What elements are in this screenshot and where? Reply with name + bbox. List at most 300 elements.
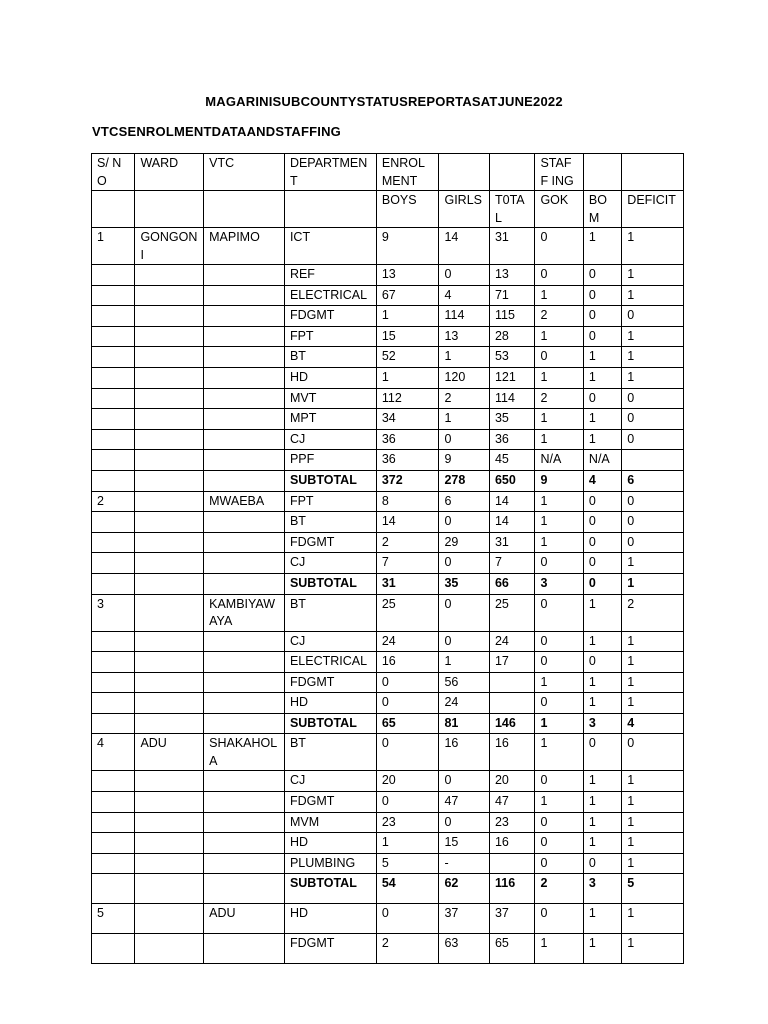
- cell-girls: GIRLS: [439, 191, 490, 228]
- cell-deficit: 1: [622, 553, 684, 574]
- cell-bom: 1: [583, 347, 621, 368]
- cell-total: 16: [489, 734, 534, 771]
- cell-total: [489, 672, 534, 693]
- cell-deficit: 1: [622, 853, 684, 874]
- table-row: [92, 553, 684, 574]
- cell-total: 20: [489, 771, 534, 792]
- cell-deficit: [622, 154, 684, 191]
- cell-sno: [92, 285, 135, 306]
- cell-vtc: [204, 326, 285, 347]
- cell-boys: 2: [376, 532, 439, 553]
- cell-department: BT: [284, 594, 376, 631]
- cell-total: 115: [489, 306, 534, 327]
- cell-ward: WARD: [135, 154, 204, 191]
- cell-bom: 1: [583, 934, 621, 964]
- cell-bom: 0: [583, 306, 621, 327]
- cell-boys: 112: [376, 388, 439, 409]
- cell-ward: GONGON I: [135, 228, 204, 265]
- cell-girls: 47: [439, 792, 490, 813]
- cell-ward: [135, 573, 204, 594]
- cell-sno: [92, 672, 135, 693]
- cell-gok: 0: [535, 904, 583, 934]
- cell-ward: [135, 450, 204, 471]
- cell-sno: [92, 631, 135, 652]
- cell-vtc: [204, 874, 285, 904]
- cell-department: SUBTOTAL: [284, 573, 376, 594]
- cell-deficit: 1: [622, 573, 684, 594]
- cell-department: FPT: [284, 491, 376, 512]
- cell-bom: N/A: [583, 450, 621, 471]
- header-row: [92, 154, 684, 191]
- cell-ward: [135, 470, 204, 491]
- cell-department: CJ: [284, 553, 376, 574]
- cell-girls: 0: [439, 771, 490, 792]
- cell-ward: ADU: [135, 734, 204, 771]
- cell-girls: 0: [439, 265, 490, 286]
- table-row: [92, 904, 684, 934]
- cell-deficit: [622, 450, 684, 471]
- cell-sno: [92, 771, 135, 792]
- cell-vtc: [204, 470, 285, 491]
- cell-bom: 0: [583, 265, 621, 286]
- cell-deficit: 1: [622, 367, 684, 388]
- cell-boys: 0: [376, 693, 439, 714]
- cell-department: FPT: [284, 326, 376, 347]
- table-row: [92, 532, 684, 553]
- cell-department: HD: [284, 693, 376, 714]
- cell-bom: [583, 154, 621, 191]
- cell-vtc: VTC: [204, 154, 285, 191]
- cell-girls: 278: [439, 470, 490, 491]
- cell-ward: [135, 812, 204, 833]
- cell-deficit: 1: [622, 347, 684, 368]
- cell-deficit: DEFICIT: [622, 191, 684, 228]
- cell-department: REF: [284, 265, 376, 286]
- cell-department: PPF: [284, 450, 376, 471]
- cell-girls: 0: [439, 512, 490, 533]
- cell-gok: 0: [535, 853, 583, 874]
- cell-boys: 20: [376, 771, 439, 792]
- cell-ward: [135, 631, 204, 652]
- table-row: [92, 512, 684, 533]
- cell-girls: 0: [439, 429, 490, 450]
- cell-sno: [92, 833, 135, 854]
- cell-bom: 1: [583, 228, 621, 265]
- cell-girls: 13: [439, 326, 490, 347]
- cell-total: 31: [489, 228, 534, 265]
- cell-deficit: 2: [622, 594, 684, 631]
- cell-gok: 0: [535, 265, 583, 286]
- cell-girls: 15: [439, 833, 490, 854]
- cell-sno: [92, 191, 135, 228]
- cell-ward: [135, 347, 204, 368]
- cell-sno: [92, 693, 135, 714]
- cell-gok: GOK: [535, 191, 583, 228]
- cell-boys: 0: [376, 904, 439, 934]
- cell-sno: [92, 874, 135, 904]
- cell-deficit: 0: [622, 409, 684, 430]
- cell-department: FDGMT: [284, 672, 376, 693]
- cell-deficit: 4: [622, 713, 684, 734]
- cell-sno: 2: [92, 491, 135, 512]
- cell-total: 28: [489, 326, 534, 347]
- cell-ward: [135, 306, 204, 327]
- cell-vtc: [204, 934, 285, 964]
- cell-gok: 1: [535, 734, 583, 771]
- cell-department: SUBTOTAL: [284, 713, 376, 734]
- table-row: [92, 326, 684, 347]
- cell-ward: [135, 285, 204, 306]
- cell-ward: [135, 326, 204, 347]
- cell-vtc: ADU: [204, 904, 285, 934]
- cell-department: CJ: [284, 631, 376, 652]
- cell-ward: [135, 191, 204, 228]
- table-row: [92, 450, 684, 471]
- table-row: [92, 347, 684, 368]
- cell-deficit: 1: [622, 934, 684, 964]
- cell-vtc: [204, 367, 285, 388]
- cell-girls: 0: [439, 631, 490, 652]
- cell-bom: 3: [583, 713, 621, 734]
- cell-ward: [135, 553, 204, 574]
- cell-girls: 0: [439, 553, 490, 574]
- cell-total: 36: [489, 429, 534, 450]
- cell-boys: 16: [376, 652, 439, 673]
- cell-ward: [135, 532, 204, 553]
- cell-girls: 114: [439, 306, 490, 327]
- cell-boys: ENROL MENT: [376, 154, 439, 191]
- cell-deficit: 1: [622, 771, 684, 792]
- cell-total: 25: [489, 594, 534, 631]
- cell-sno: 1: [92, 228, 135, 265]
- cell-ward: [135, 388, 204, 409]
- cell-gok: 1: [535, 326, 583, 347]
- cell-boys: 0: [376, 792, 439, 813]
- cell-bom: 1: [583, 631, 621, 652]
- cell-gok: 0: [535, 833, 583, 854]
- cell-girls: 81: [439, 713, 490, 734]
- cell-total: [489, 853, 534, 874]
- table-row: [92, 631, 684, 652]
- cell-gok: 0: [535, 693, 583, 714]
- cell-deficit: 0: [622, 512, 684, 533]
- cell-gok: 0: [535, 631, 583, 652]
- cell-total: 16: [489, 833, 534, 854]
- cell-total: 17: [489, 652, 534, 673]
- cell-boys: 0: [376, 734, 439, 771]
- table-row: [92, 306, 684, 327]
- cell-bom: 0: [583, 491, 621, 512]
- cell-ward: [135, 429, 204, 450]
- cell-total: 650: [489, 470, 534, 491]
- cell-department: [284, 191, 376, 228]
- table-row: [92, 853, 684, 874]
- cell-bom: 1: [583, 367, 621, 388]
- cell-boys: 23: [376, 812, 439, 833]
- cell-vtc: [204, 409, 285, 430]
- subtotal-row: [92, 470, 684, 491]
- cell-girls: 2: [439, 388, 490, 409]
- table-row: [92, 833, 684, 854]
- cell-vtc: MAPIMO: [204, 228, 285, 265]
- cell-boys: 13: [376, 265, 439, 286]
- cell-total: 121: [489, 367, 534, 388]
- cell-sno: [92, 347, 135, 368]
- cell-deficit: 0: [622, 734, 684, 771]
- cell-boys: 8: [376, 491, 439, 512]
- section-heading: VTCSENROLMENTDATAANDSTAFFING: [92, 124, 341, 139]
- cell-girls: 6: [439, 491, 490, 512]
- cell-department: HD: [284, 367, 376, 388]
- cell-boys: 5: [376, 853, 439, 874]
- cell-girls: 16: [439, 734, 490, 771]
- cell-total: 13: [489, 265, 534, 286]
- cell-gok: 0: [535, 652, 583, 673]
- cell-gok: 2: [535, 874, 583, 904]
- cell-total: 66: [489, 573, 534, 594]
- cell-vtc: [204, 429, 285, 450]
- cell-ward: [135, 672, 204, 693]
- cell-vtc: [204, 693, 285, 714]
- cell-total: 116: [489, 874, 534, 904]
- subtotal-row: [92, 573, 684, 594]
- table-row: [92, 491, 684, 512]
- cell-boys: 52: [376, 347, 439, 368]
- cell-gok: 1: [535, 512, 583, 533]
- table-row: [92, 285, 684, 306]
- cell-total: 114: [489, 388, 534, 409]
- cell-department: SUBTOTAL: [284, 874, 376, 904]
- cell-vtc: [204, 713, 285, 734]
- cell-bom: 0: [583, 652, 621, 673]
- cell-total: 37: [489, 904, 534, 934]
- cell-girls: 29: [439, 532, 490, 553]
- cell-deficit: 1: [622, 672, 684, 693]
- cell-sno: [92, 450, 135, 471]
- cell-gok: 2: [535, 306, 583, 327]
- cell-gok: 1: [535, 934, 583, 964]
- cell-boys: 1: [376, 306, 439, 327]
- cell-vtc: [204, 833, 285, 854]
- cell-total: 65: [489, 934, 534, 964]
- cell-boys: 7: [376, 553, 439, 574]
- cell-deficit: 0: [622, 532, 684, 553]
- cell-bom: 1: [583, 693, 621, 714]
- cell-gok: 0: [535, 228, 583, 265]
- cell-boys: 36: [376, 450, 439, 471]
- cell-total: 14: [489, 491, 534, 512]
- cell-bom: 3: [583, 874, 621, 904]
- cell-department: BT: [284, 734, 376, 771]
- cell-vtc: [204, 631, 285, 652]
- cell-boys: 34: [376, 409, 439, 430]
- cell-bom: 1: [583, 429, 621, 450]
- cell-boys: 14: [376, 512, 439, 533]
- cell-deficit: 1: [622, 792, 684, 813]
- cell-girls: [439, 154, 490, 191]
- cell-vtc: [204, 652, 285, 673]
- cell-total: 7: [489, 553, 534, 574]
- cell-sno: S/ NO: [92, 154, 135, 191]
- cell-gok: 0: [535, 812, 583, 833]
- cell-department: BT: [284, 512, 376, 533]
- cell-vtc: [204, 265, 285, 286]
- cell-ward: [135, 833, 204, 854]
- table-row: [92, 429, 684, 450]
- cell-deficit: 0: [622, 491, 684, 512]
- cell-sno: 5: [92, 904, 135, 934]
- table-row: [92, 388, 684, 409]
- cell-girls: 4: [439, 285, 490, 306]
- cell-gok: 1: [535, 429, 583, 450]
- cell-department: FDGMT: [284, 934, 376, 964]
- cell-girls: 56: [439, 672, 490, 693]
- enrolment-staffing-table: [91, 153, 684, 964]
- table-row: [92, 409, 684, 430]
- cell-deficit: 1: [622, 812, 684, 833]
- cell-deficit: 1: [622, 228, 684, 265]
- cell-sno: [92, 812, 135, 833]
- cell-bom: 1: [583, 812, 621, 833]
- cell-total: 45: [489, 450, 534, 471]
- cell-total: 71: [489, 285, 534, 306]
- cell-deficit: 1: [622, 652, 684, 673]
- cell-sno: [92, 652, 135, 673]
- cell-total: T0TA L: [489, 191, 534, 228]
- cell-vtc: [204, 812, 285, 833]
- cell-gok: 1: [535, 409, 583, 430]
- table-body: [92, 154, 684, 964]
- cell-gok: 0: [535, 594, 583, 631]
- cell-department: ELECTRICAL: [284, 652, 376, 673]
- cell-sno: 4: [92, 734, 135, 771]
- cell-boys: 15: [376, 326, 439, 347]
- cell-deficit: 0: [622, 306, 684, 327]
- cell-bom: 1: [583, 409, 621, 430]
- cell-department: FDGMT: [284, 306, 376, 327]
- cell-boys: 2: [376, 934, 439, 964]
- cell-boys: 1: [376, 367, 439, 388]
- cell-boys: 9: [376, 228, 439, 265]
- cell-gok: 1: [535, 285, 583, 306]
- cell-vtc: [204, 285, 285, 306]
- table-row: [92, 672, 684, 693]
- cell-girls: 37: [439, 904, 490, 934]
- cell-ward: [135, 652, 204, 673]
- cell-vtc: [204, 306, 285, 327]
- cell-bom: 1: [583, 792, 621, 813]
- cell-vtc: [204, 450, 285, 471]
- cell-deficit: 0: [622, 429, 684, 450]
- cell-vtc: [204, 771, 285, 792]
- cell-ward: [135, 512, 204, 533]
- cell-deficit: 1: [622, 265, 684, 286]
- table-row: [92, 792, 684, 813]
- cell-sno: [92, 532, 135, 553]
- cell-bom: 0: [583, 512, 621, 533]
- cell-ward: [135, 771, 204, 792]
- cell-gok: N/A: [535, 450, 583, 471]
- cell-deficit: 1: [622, 285, 684, 306]
- table-row: [92, 771, 684, 792]
- cell-ward: [135, 409, 204, 430]
- cell-sno: [92, 326, 135, 347]
- cell-bom: 1: [583, 833, 621, 854]
- cell-boys: 24: [376, 631, 439, 652]
- cell-total: 23: [489, 812, 534, 833]
- cell-sno: [92, 429, 135, 450]
- cell-gok: 1: [535, 672, 583, 693]
- cell-vtc: [204, 191, 285, 228]
- cell-ward: [135, 594, 204, 631]
- cell-girls: 14: [439, 228, 490, 265]
- cell-bom: 0: [583, 553, 621, 574]
- cell-bom: 0: [583, 573, 621, 594]
- cell-total: 31: [489, 532, 534, 553]
- cell-sno: [92, 470, 135, 491]
- cell-girls: 35: [439, 573, 490, 594]
- cell-sno: [92, 713, 135, 734]
- cell-girls: 120: [439, 367, 490, 388]
- cell-department: FDGMT: [284, 792, 376, 813]
- cell-boys: 65: [376, 713, 439, 734]
- cell-vtc: [204, 388, 285, 409]
- cell-sno: 3: [92, 594, 135, 631]
- cell-girls: 1: [439, 652, 490, 673]
- subtotal-row: [92, 713, 684, 734]
- cell-boys: 1: [376, 833, 439, 854]
- cell-deficit: 1: [622, 904, 684, 934]
- cell-vtc: [204, 512, 285, 533]
- cell-sno: [92, 409, 135, 430]
- cell-deficit: 1: [622, 326, 684, 347]
- table-row: [92, 734, 684, 771]
- cell-department: BT: [284, 347, 376, 368]
- cell-department: MPT: [284, 409, 376, 430]
- cell-sno: [92, 853, 135, 874]
- cell-deficit: 1: [622, 693, 684, 714]
- cell-girls: 1: [439, 409, 490, 430]
- cell-ward: [135, 367, 204, 388]
- cell-bom: 1: [583, 594, 621, 631]
- table-row: [92, 652, 684, 673]
- cell-total: 146: [489, 713, 534, 734]
- cell-gok: STAFF ING: [535, 154, 583, 191]
- cell-boys: 54: [376, 874, 439, 904]
- cell-total: 14: [489, 512, 534, 533]
- cell-girls: 62: [439, 874, 490, 904]
- cell-ward: [135, 904, 204, 934]
- cell-girls: 63: [439, 934, 490, 964]
- cell-department: CJ: [284, 429, 376, 450]
- cell-girls: 0: [439, 594, 490, 631]
- cell-sno: [92, 573, 135, 594]
- cell-gok: 0: [535, 553, 583, 574]
- cell-boys: 25: [376, 594, 439, 631]
- report-title: MAGARINISUBCOUNTYSTATUSREPORTASATJUNE2022: [205, 94, 563, 109]
- cell-gok: 1: [535, 713, 583, 734]
- cell-boys: 36: [376, 429, 439, 450]
- cell-bom: 1: [583, 771, 621, 792]
- cell-ward: [135, 693, 204, 714]
- cell-vtc: [204, 347, 285, 368]
- cell-gok: 0: [535, 771, 583, 792]
- cell-department: ELECTRICAL: [284, 285, 376, 306]
- cell-bom: 1: [583, 672, 621, 693]
- table-row: [92, 228, 684, 265]
- table-row: [92, 367, 684, 388]
- cell-sno: [92, 792, 135, 813]
